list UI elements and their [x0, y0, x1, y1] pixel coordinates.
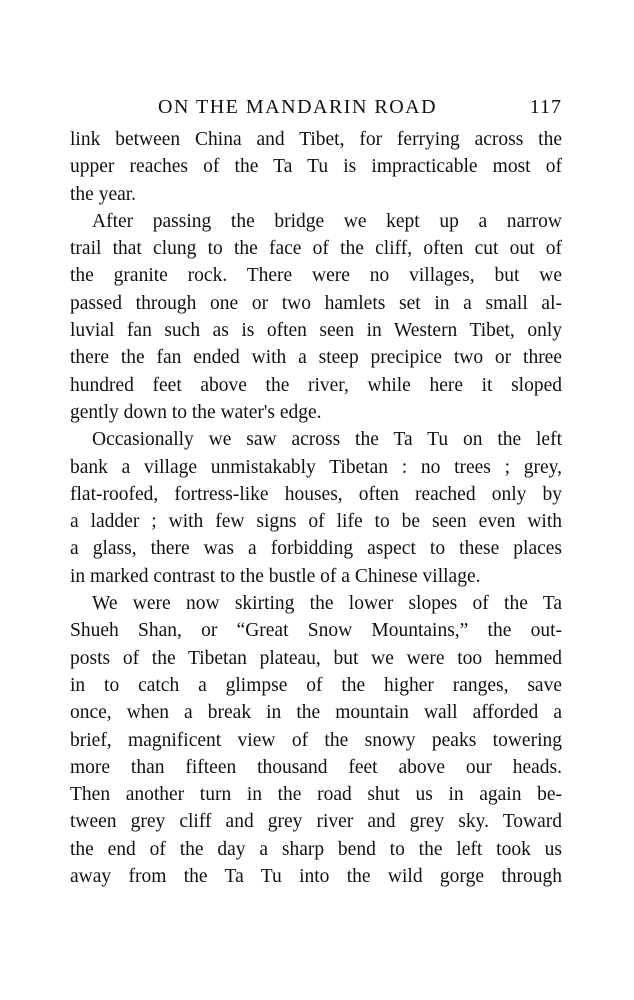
text-line: Occasionally we saw across the Ta Tu on the left — [92, 429, 562, 451]
text-line: a ladder ; with few signs of life to be seen even with — [70, 511, 562, 533]
text-line: away from the Ta Tu into the wild gorge through — [70, 866, 562, 888]
text-line: in marked contrast to the bustle of a Chinese village. — [70, 565, 481, 587]
paragraph-4 — [70, 590, 562, 890]
paragraph-1 — [70, 126, 562, 208]
text-line: passed through one or two hamlets set in a small al- — [70, 292, 562, 314]
text-line: Shueh Shan, or “Great Snow Mountains,” the out- — [70, 620, 562, 642]
text-line: in to catch a glimpse of the higher ranges, save — [70, 674, 562, 696]
text-line: bank a village unmistakably Tibetan : no trees ; grey, — [70, 456, 562, 478]
book-page — [70, 96, 562, 890]
text-line: the granite rock. There were no villages, but we — [70, 265, 562, 287]
text-line: brief, magnificent view of the snowy peaks towering — [70, 729, 562, 751]
text-line: hundred feet above the river, while here it sloped — [70, 374, 562, 396]
text-line: luvial fan such as is often seen in Western Tibet, only — [70, 320, 562, 342]
text-line: After passing the bridge we kept up a narrow — [92, 210, 562, 232]
text-line: tween grey cliff and grey river and grey sky. Toward — [70, 811, 562, 833]
text-line: gently down to the water's edge. — [70, 401, 322, 423]
text-line: once, when a break in the mountain wall afforded a — [70, 702, 562, 724]
page-number: 117 — [529, 96, 562, 118]
running-title: ON THE MANDARIN ROAD — [158, 96, 438, 118]
text-line: We were now skirting the lower slopes of the Ta — [92, 593, 562, 615]
text-line: the year. — [70, 183, 137, 205]
text-line: a glass, there was a forbidding aspect to these places — [70, 538, 562, 560]
text-line: posts of the Tibetan plateau, but we were too hemmed — [70, 647, 562, 669]
text-line: trail that clung to the face of the cliff, often cut out of — [70, 238, 562, 260]
text-line: upper reaches of the Ta Tu is impracticable most of — [70, 156, 562, 178]
text-line: the end of the day a sharp bend to the left took us — [70, 838, 562, 860]
text-line: link between China and Tibet, for ferrying across the — [70, 129, 562, 150]
text-line: there the fan ended with a steep precipice two or three — [70, 347, 562, 369]
text-line: flat-roofed, fortress-like houses, often reached only by — [70, 483, 562, 505]
text-line: Then another turn in the road shut us in again be- — [70, 784, 562, 806]
body-text — [70, 126, 562, 890]
paragraph-2 — [70, 208, 562, 426]
running-head — [70, 96, 562, 126]
text-line: more than fifteen thousand feet above our heads. — [70, 756, 562, 778]
paragraph-3 — [70, 426, 562, 590]
